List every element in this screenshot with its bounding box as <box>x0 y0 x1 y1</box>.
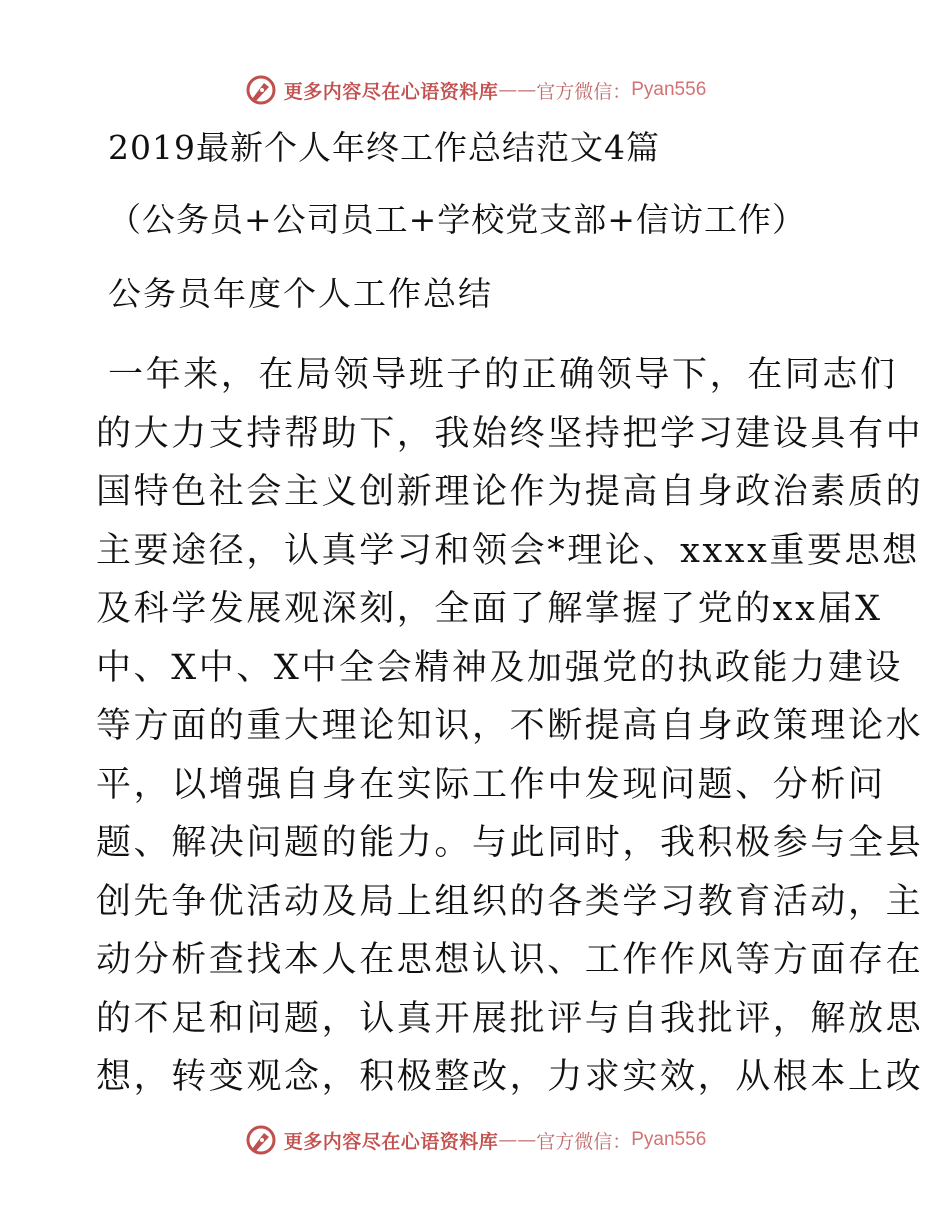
watermark-wechat-id: Pyan556 <box>631 79 707 100</box>
paragraph-line: 中、X中、X中全会精神及加强党的执政能力建设 <box>96 647 904 688</box>
paragraph-line: 一年来，在局领导班子的正确领导下，在同志们 <box>108 355 898 395</box>
paragraph-line: 的大力支持帮助下，我始终坚持把学习建设具有中 <box>96 413 924 454</box>
watermark-wechat-id: Pyan556 <box>631 1129 707 1150</box>
paragraph-line: 的不足和问题，认真开展批评与自我批评，解放思 <box>96 998 924 1039</box>
paragraph-line: 想，转变观念，积极整改，力求实效，从根本上改 <box>96 1057 924 1097</box>
watermark-main-text: 更多内容尽在心语资料库 <box>283 1130 499 1153</box>
paragraph-line: 题、解决问题的能力。与此同时，我积极参与全县 <box>96 823 924 863</box>
document-subtitle: （公务员+公司员工+学校党支部+信访工作） <box>108 200 806 239</box>
section-heading: 公务员年度个人工作总结 <box>108 274 493 313</box>
watermark-wechat-label: 官方微信： <box>536 80 632 103</box>
pen-nib-logo-icon <box>244 73 278 107</box>
paragraph-line: 平，以增强自身在实际工作中发现问题、分析问 <box>96 764 886 805</box>
watermark-main-text: 更多内容尽在心语资料库 <box>283 80 499 103</box>
paragraph-line: 及科学发展观深刻，全面了解掌握了党的xx届X <box>96 589 883 629</box>
paragraph-line: 创先争优活动及局上组织的各类学习教育活动，主 <box>96 881 924 922</box>
paragraph-line: 主要途径，认真学习和领会*理论、xxxx重要思想 <box>96 530 920 571</box>
footer-watermark <box>0 1120 950 1160</box>
watermark-wechat-label: 官方微信： <box>536 1130 632 1153</box>
paragraph-line: 动分析查找本人在思想认识、工作作风等方面存在 <box>96 940 924 980</box>
document-title: 2019最新个人年终工作总结范文4篇 <box>108 128 660 167</box>
body-paragraph <box>96 346 924 1107</box>
paragraph-line: 国特色社会主义创新理论作为提高自身政治素质的 <box>96 472 924 512</box>
paragraph-line: 等方面的重大理论知识，不断提高自身政策理论水 <box>96 706 924 746</box>
pen-nib-logo-icon <box>244 1123 278 1157</box>
watermark-separator: —— <box>498 79 537 101</box>
watermark-separator: —— <box>498 1129 537 1151</box>
header-watermark <box>0 70 950 110</box>
